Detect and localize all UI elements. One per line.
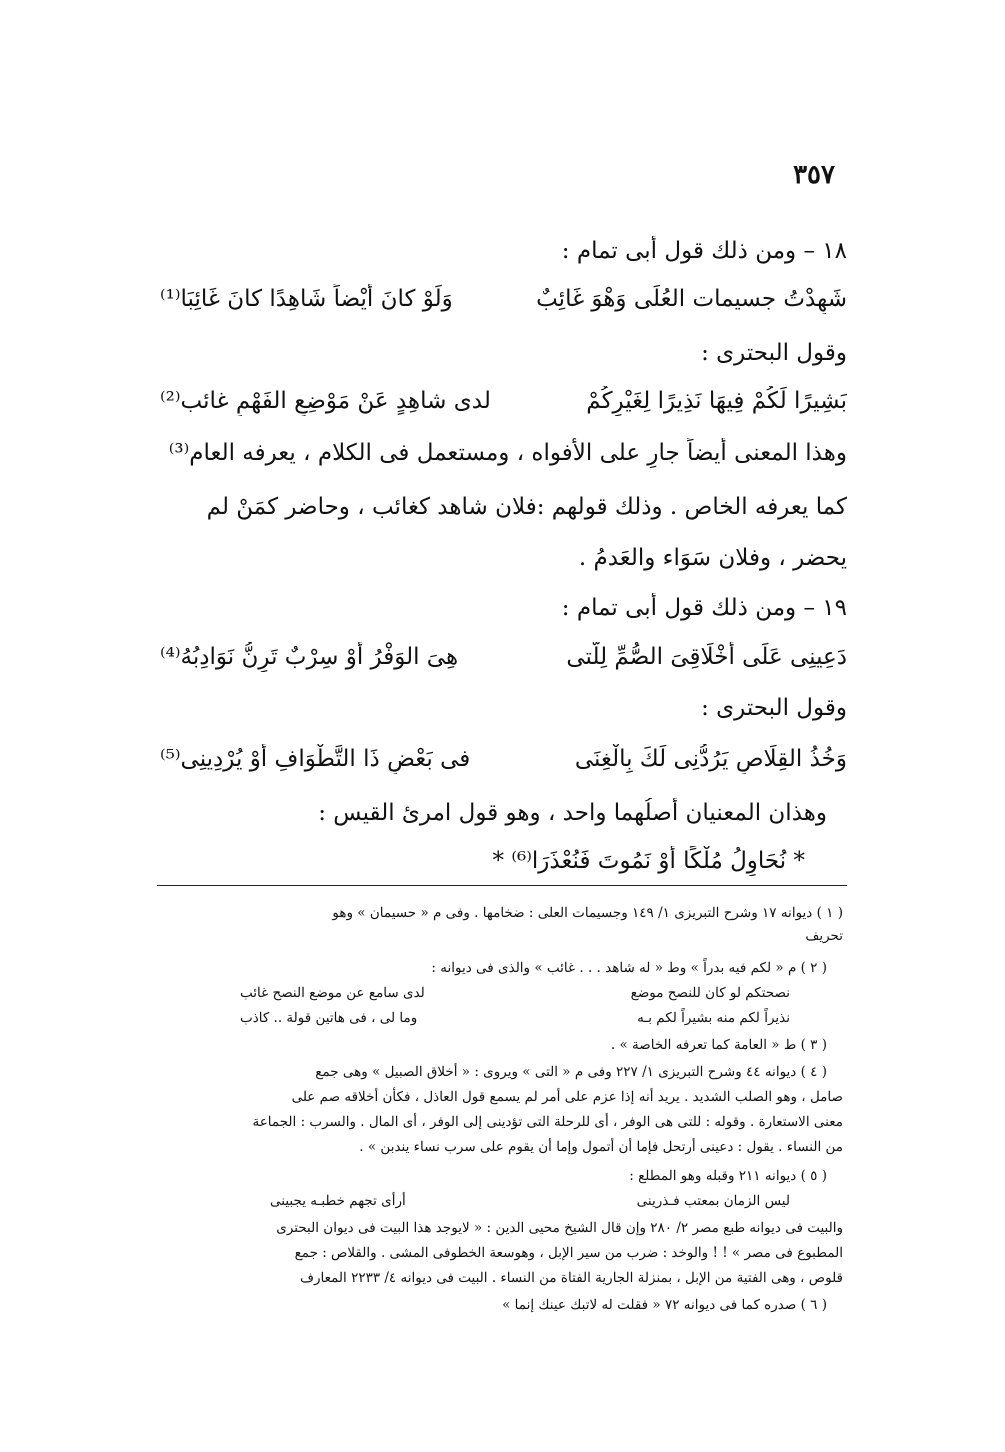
section-18-intro: ١٨ – ومن ذلك قول أبى تمام : — [561, 238, 847, 264]
verse-hemistich-first: دَعِينِى عَلَى أَخْلَاقِىَ الصُّمِّ لِلَّتى — [566, 644, 847, 670]
paragraph-line: كما يعرفه الخاص . وذلك قولهم :فلان شاهد كغائب ، وحاضر كمَنْ لم — [206, 494, 847, 520]
verse-hemistich-second: لدى شاهِدٍ عَنْ مَوْضِعِ الفَهْمِ غائب⁽²⁾ — [160, 388, 491, 414]
footnote-5-verse — [270, 1191, 790, 1211]
verse-imru-al-qays: * نُحَاوِلُ مُلْكًا أَوْ نَمُوتَ فَنُعْذَرَا⁽⁶⁾ * — [492, 848, 805, 874]
paragraph-line: وهذان المعنيان أصلُهما واحد ، وهو قول امرئ القيس : — [318, 800, 827, 826]
footnote-5-line: والبيت فى ديوانه طبع مصر ٢/ ٢٨٠ وإن قال الشيخ محيى الدين : « لايوجد هذا البيت فى ديوان البحترى — [276, 1220, 843, 1236]
footnote-1-line: ( ١ ) ديوانه ١٧ وشرح التبريزى ١/ ١٤٩ وجسيمات العلى : ضخامها . وفى م « حسيمان » وهو — [332, 905, 843, 921]
footnote-verse-first: ليس الزمان بمعتب فـذرينى — [636, 1193, 790, 1209]
footnote-2-line: ( ٢ ) م « لكم فيه بدراً » وط « له شاهد . . . غائب » والذى فى ديوانه : — [431, 960, 827, 976]
paragraph-line: وهذا المعنى أيضاً جارٍ على الأفواه ، ومستعمل فى الكلام ، يعرفه العام⁽³⁾ — [168, 440, 847, 466]
footnote-5-line: قلوص ، وهى الفتية من الإبل ، بمنزلة الجارية الفتاة من النساء . البيت فى ديوانه ٤/ ٢٢٣٣ المعارف — [299, 1270, 843, 1286]
footnote-4-line: من النساء . يقول : دعينى أرتحل فإما أن أتمول وإما أن يقوم على سرب نساء يندبن » . — [359, 1139, 843, 1155]
footnote-4-line: صامل ، وهو الصلب الشديد . يريد أنه إذا عزم على أمر لم يسمع قول العاذل ، فكأن أخلاقه صم على — [291, 1089, 843, 1105]
footnote-verse-first: نذيراً لكم منه بشيراً لكم بـه — [637, 1010, 790, 1026]
footnote-verse-second: لدى سامع عن موضع النصح غائب — [240, 985, 425, 1001]
footnote-verse-second: وما لى ، فى هاتين قولة .. كاذب — [240, 1010, 418, 1026]
paragraph-line: يحضر ، وفلان سَوَاء والعَدمُ . — [578, 545, 847, 571]
footnote-4-line: ( ٤ ) ديوانه ٤٤ وشرح التبريزى ١/ ٢٢٧ وفى م « التى » ويروى : « أخلاق الصبيل » وهى جمع — [315, 1064, 827, 1080]
footnote-verse-first: نصحتكم لو كان للنصح موضع — [630, 985, 790, 1001]
buhturi-intro-2: وقول البحترى : — [701, 695, 847, 721]
footnote-2-verse — [240, 983, 790, 1003]
footnote-2-verse — [240, 1008, 790, 1028]
verse-hemistich-second: هِىَ الوَفْرُ أَوْ سِرْبٌ تَرِنُّ نَوَادِبُهُ⁽⁴⁾ — [160, 644, 459, 670]
section-19-intro: ١٩ – ومن ذلك قول أبى تمام : — [561, 595, 847, 621]
footnote-6: ( ٦ ) صدره كما فى ديوانه ٧٢ « فقلت له لاتبك عينك إنما » — [502, 1297, 827, 1313]
verse-buhturi-1 — [160, 386, 847, 416]
verse-abu-tammam-2 — [160, 642, 847, 672]
footnote-5-line: ( ٥ ) ديوانه ٢١١ وقبله وهو المطلع : — [629, 1168, 827, 1184]
verse-hemistich-second: وَلَوْ كانَ أَيْضاً شَاهِدًا كانَ غَائِبَا⁽¹⁾ — [160, 286, 453, 312]
buhturi-intro-1: وقول البحترى : — [701, 340, 847, 366]
verse-hemistich-first: بَشِيرًا لَكُمْ فِيهَا نَذِيرًا لِغَيْرِكُمْ — [586, 388, 847, 414]
verse-hemistich-first: شَهِدْتُ جسيمات العُلَى وَهْوَ غَائِبٌ — [536, 286, 847, 312]
footnote-5-line: المطبوع فى مصر » ! ! والوخد : ضرب من سير الإبل ، وهوسعة الخطوفى المشى . والقلاص : جمع — [294, 1245, 843, 1261]
footnote-4-line: معنى الاستعارة . وقوله : للتى هى الوفر ، أى للرحلة التى تؤدينى إلى الوفر ، أى المال . والسرب : الجماعة — [252, 1114, 843, 1130]
verse-abu-tammam-1 — [160, 284, 847, 314]
footnote-1-line: تحريف — [805, 928, 843, 944]
footnote-3: ( ٣ ) ط « العامة كما تعرفه الخاصة » . — [610, 1037, 827, 1053]
page-number: ٣٥٧ — [793, 160, 835, 190]
verse-hemistich-first: وَخُذُ القِلَاصِ يَرُدُّنِى لَكَ بِالْغِنَى — [574, 746, 847, 772]
verse-hemistich-second: فى بَعْضِ ذَا التَّطْوَافِ أَوْ يُرْدِينِى⁽⁵⁾ — [160, 746, 471, 772]
footnote-divider — [157, 885, 847, 886]
footnote-verse-second: أرأى تجهم خطبـه يجبينى — [270, 1193, 406, 1209]
verse-buhturi-2 — [160, 744, 847, 774]
